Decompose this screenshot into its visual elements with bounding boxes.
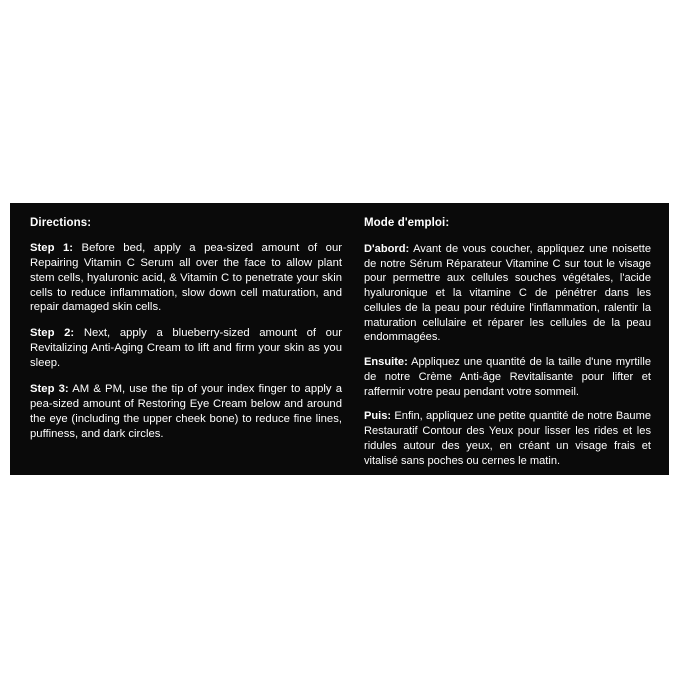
directions-column-french xyxy=(364,217,651,467)
direction-step-3-label: Step 3: xyxy=(30,383,69,396)
directions-heading-english: Directions: xyxy=(30,217,92,229)
product-label-panel xyxy=(10,203,669,475)
direction-step-1 xyxy=(30,241,342,316)
direction-step-2-label-fr: Ensuite: xyxy=(364,356,408,369)
direction-step-2-text-fr: Appliquez une quantité de la taille d'une myrtille de notre Crème Anti-âge Revitalisante pour lifter et raffermir votre peau pendant votre sommeil. xyxy=(364,356,651,398)
directions-column-english xyxy=(30,217,342,461)
direction-step-3 xyxy=(30,382,342,442)
direction-step-2-text: Next, apply a blueberry-sized amount of our Revitalizing Anti-Aging Cream to lift and firm your skin as you sleep. xyxy=(30,327,342,370)
direction-step-1-label-fr: D'abord: xyxy=(364,242,410,255)
direction-step-2 xyxy=(30,326,342,371)
direction-step-2-fr xyxy=(364,355,651,399)
direction-step-3-text: AM & PM, use the tip of your index finger to apply a pea-sized amount of Restoring Eye Cream below and around the eye (including the upper cheek bone) to reduce fine lines, puffiness, and dark circles. xyxy=(30,383,343,440)
directions-heading-french: Mode d'emploi: xyxy=(364,217,450,229)
direction-step-1-fr xyxy=(364,242,651,345)
direction-step-2-label: Step 2: xyxy=(30,327,75,340)
direction-step-3-label-fr: Puis: xyxy=(364,410,392,423)
direction-step-1-text: Before bed, apply a pea-sized amount of our Repairing Vitamin C Serum all over the face to allow plant stem cells, hyaluronic acid, & Vitamin C to penetrate your skin cells to reduce inflammation, slow down cell maturation, and repair damaged skin cells. xyxy=(30,241,342,314)
direction-step-1-label: Step 1: xyxy=(30,241,74,254)
direction-step-1-text-fr: Avant de vous coucher, appliquez une noisette de notre Sérum Réparateur Vitamine C sur tout le visage pour permettre aux cellules souches végétales, l'acide hyaluronique et la vitamine C de pénétrer dans les cellules de la peau pour réduire l'inflammation, ralentir la maturation cellulaire et réparer les cellules de la peau endommagées. xyxy=(364,242,651,344)
direction-step-3-text-fr: Enfin, appliquez une petite quantité de notre Baume Restauratif Contour des Yeux pour lisser les rides et les ridules autour des yeux, en créant un visage frais et vitalisé sans poches ou cernes le matin. xyxy=(364,410,651,467)
direction-step-3-fr xyxy=(364,409,651,468)
